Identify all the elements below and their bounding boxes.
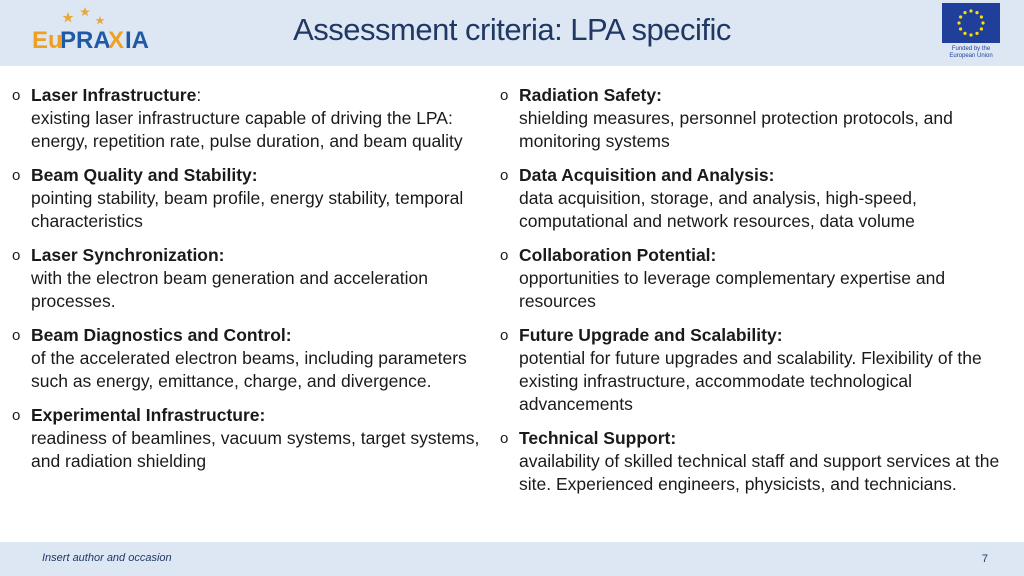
item-separator: : (196, 85, 202, 105)
eu-funding-label: Funded by the European Union (949, 46, 993, 59)
bullet-icon: o (500, 430, 509, 447)
footer-author-occasion: Insert author and occasion (42, 552, 172, 564)
item-title: Beam Quality and Stability: (31, 165, 258, 185)
list-item (500, 324, 1005, 416)
item-description: readiness of beamlines, vacuum systems, target systems, and radiation shielding (31, 428, 480, 471)
bullet-icon: o (12, 407, 21, 424)
bullet-icon: o (12, 87, 21, 104)
list-item (500, 244, 1005, 313)
item-description: of the accelerated electron beams, including parameters such as energy, emittance, charge, and divergence. (31, 348, 467, 391)
item-title: Technical Support: (519, 428, 677, 448)
item-description: data acquisition, storage, and analysis, high-speed, computational and network resources, data volume (519, 188, 917, 231)
item-description: with the electron beam generation and acceleration processes. (31, 268, 428, 311)
bullet-icon: o (12, 167, 21, 184)
item-description: opportunities to leverage complementary expertise and resources (519, 268, 946, 311)
bullet-icon: o (500, 167, 509, 184)
eu-funding-badge (940, 3, 1002, 63)
item-description: pointing stability, beam profile, energy stability, temporal characteristics (31, 188, 464, 231)
bullet-icon: o (12, 247, 21, 264)
item-description: availability of skilled technical staff and support services at the site. Experienced engineers, physicists, and technicians. (519, 451, 1000, 494)
bullet-icon: o (500, 247, 509, 264)
logo-text-ia: IA (125, 27, 149, 54)
logo-text-x: X (108, 27, 125, 54)
list-item (12, 164, 507, 233)
list-item (12, 84, 507, 153)
item-title: Data Acquisition and Analysis: (519, 165, 775, 185)
item-description: existing laser infrastructure capable of driving the LPA: energy, repetition rate, pulse duration, and beam quality (31, 108, 463, 151)
logo-text-praxia: PRA (60, 27, 111, 54)
item-title: Experimental Infrastructure: (31, 405, 266, 425)
list-item (500, 427, 1005, 496)
item-description: shielding measures, personnel protection protocols, and monitoring systems (519, 108, 953, 151)
bullet-icon: o (500, 87, 509, 104)
list-item (500, 164, 1005, 233)
list-item (12, 404, 507, 473)
list-item (12, 324, 507, 393)
item-title: Beam Diagnostics and Control: (31, 325, 292, 345)
item-title: Future Upgrade and Scalability: (519, 325, 783, 345)
list-item (500, 84, 1005, 153)
item-title: Radiation Safety: (519, 85, 662, 105)
footer-band (0, 542, 1024, 576)
item-title: Laser Synchronization: (31, 245, 225, 265)
list-item (12, 244, 507, 313)
item-title: Collaboration Potential: (519, 245, 717, 265)
bullet-icon: o (12, 327, 21, 344)
item-description: potential for future upgrades and scalability. Flexibility of the existing infrastructure, accommodate technological advancements (519, 348, 982, 414)
item-title: Laser Infrastructure (31, 85, 197, 105)
header-band (0, 0, 1024, 66)
logo-text-eu: Eu (32, 27, 63, 54)
eu-stars-icon (942, 3, 1000, 43)
eu-flag-icon (942, 3, 1000, 43)
page-number: 7 (981, 553, 988, 565)
criteria-list-right (500, 84, 1005, 507)
page-title: Assessment criteria: LPA specific (293, 12, 731, 47)
criteria-list-left (12, 84, 507, 484)
bullet-icon: o (500, 327, 509, 344)
